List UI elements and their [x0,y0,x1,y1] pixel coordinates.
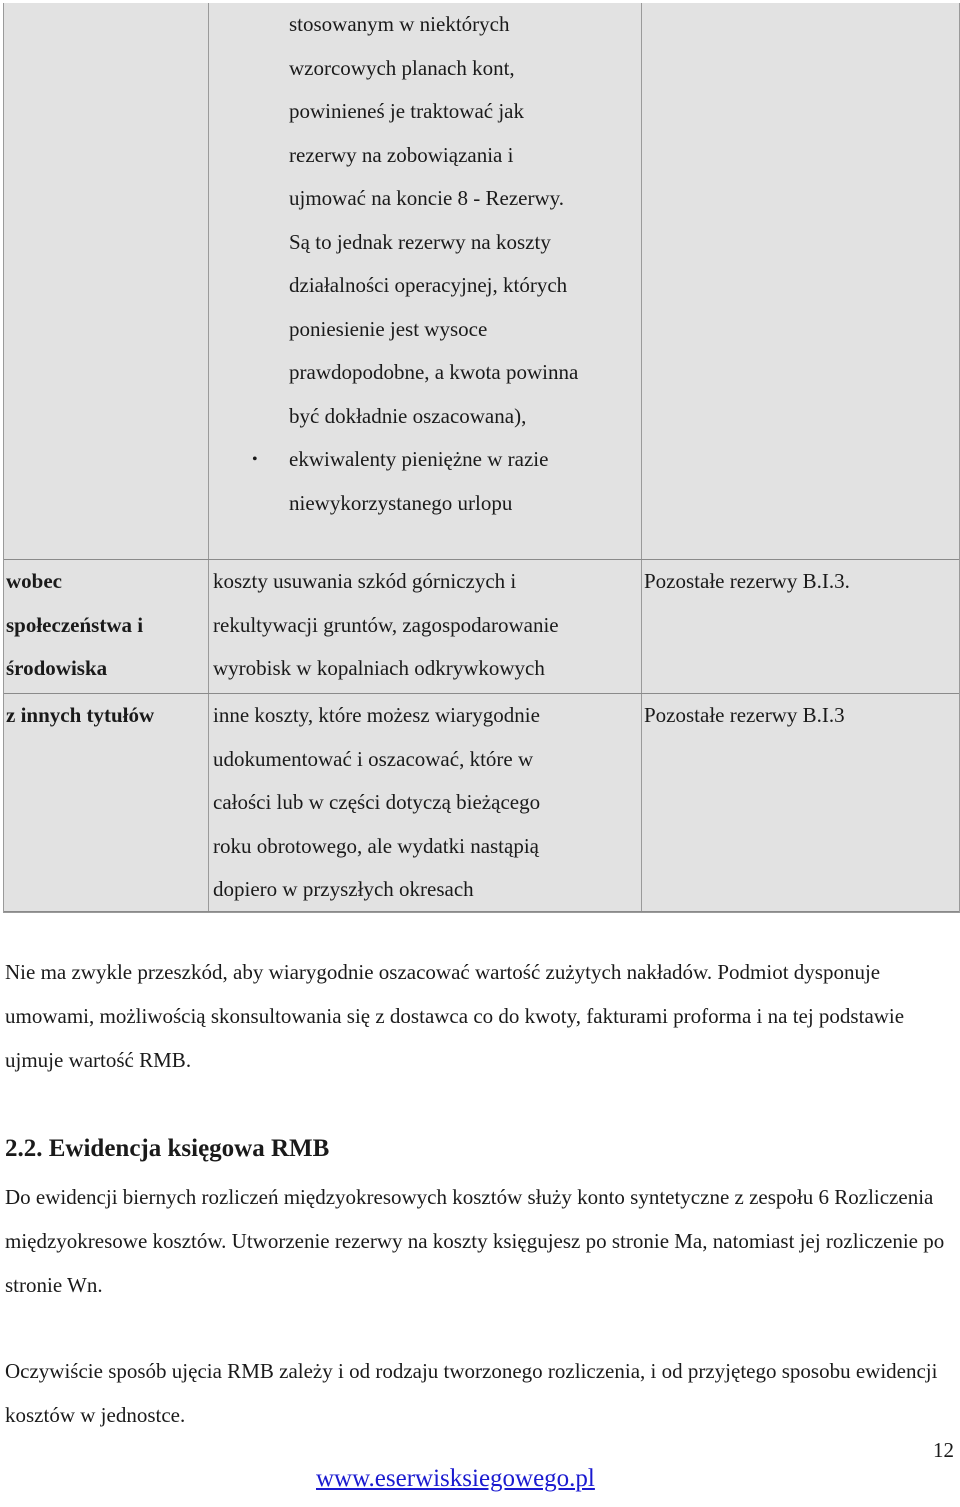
text-line: z innych tytułów [6,703,155,727]
text-line: ujmować na koncie 8 - Rezerwy. [289,186,565,210]
body-paragraph: Oczywiście sposób ujęcia RMB zależy i od rodzaju tworzonego rozliczenia, i od przyjętego sposobu ewidencji kosztów w jednostce. [5,1359,938,1427]
table-cell-category [4,560,209,693]
body-paragraph: Nie ma zwykle przeszkód, aby wiarygodnie oszacować wartość zużytych nakładów. Podmiot dysponuje umowami, możliwością skonsultowania się z dostawca co do kwoty, fakturami proforma i na tej podstawie ujmuje wartość RMB. [5,960,905,1072]
table-row [4,694,959,912]
text-line: działalności operacyjnej, których [289,273,568,297]
text-line: wzorcowych planach kont, [289,55,515,80]
footer-website-link[interactable]: www.eserwisksiegowego.pl [316,1465,595,1492]
text-line: całości lub w części dotyczą bieżącego [213,790,541,814]
text-line: inne koszty, które możesz wiarygodnie [213,703,540,727]
text-line: dopiero w przyszłych okresach [213,877,474,901]
table-cell-balance-item: Pozostałe rezerwy B.I.3 [642,694,959,911]
text-line: niewykorzystanego urlopu [289,490,513,515]
text-line: być dokładnie oszacowana), [289,403,527,428]
table-cell-description [209,694,642,911]
text-line: wyrobisk w kopalniach odkrywkowych [213,656,545,680]
text-line: udokumentować i oszacować, które w [213,746,534,771]
text-line: rekultywacji gruntów, zagospodarowanie [213,612,559,637]
text-line: ekwiwalenty pieniężne w razie [289,447,549,471]
bullet-list-item [252,438,641,482]
text-line: społeczeństwa i [6,612,144,637]
table-row [4,560,959,694]
text-line: Są to jednak rezerwy na koszty [289,229,551,254]
text-line: prawdopodobne, a kwota powinna [289,360,579,384]
text-line: roku obrotowego, ale wydatki nastąpią [213,833,539,858]
text-line: wobec [6,569,62,593]
text-line: rezerwy na zobowiązania i [289,142,514,167]
reserves-table [3,3,960,913]
table-cell-description [209,3,642,559]
table-cell-description [209,560,642,693]
section-heading: 2.2. Ewidencja księgowa RMB [5,1135,330,1162]
page-number: 12 [933,1438,954,1462]
body-paragraph: Do ewidencji biernych rozliczeń międzyokresowych kosztów służy konto syntetyczne z zespołu 6 Rozliczenia międzyokresowe kosztów. Utworzenie rezerwy na koszty księgujesz po stronie Ma, natomiast jej rozliczenie po stronie Wn. [5,1185,945,1297]
text-line: koszty usuwania szkód górniczych i [213,569,517,593]
table-cell-balance-item: Pozostałe rezerwy B.I.3. [642,560,959,693]
text-line: powinieneś je traktować jak [289,99,524,123]
bullet-icon: • [252,451,258,468]
text-line: stosowanym w niektórych [289,12,510,36]
text-line: środowiska [6,656,108,680]
table-cell-category [4,694,209,911]
table-row [4,3,959,560]
text-line: poniesienie jest wysoce [289,316,488,341]
table-cell-balance-item [642,3,959,559]
table-cell-category [4,3,209,559]
